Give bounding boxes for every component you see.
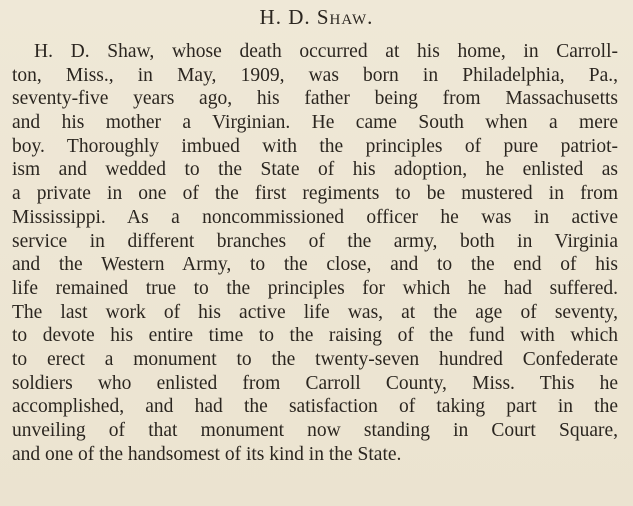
text-line: ton, Miss., in May, 1909, was born in Philadelphia, Pa., [12,64,618,86]
text-line: to erect a monument to the twenty-seven hundred Confederate [12,348,618,370]
text-line: accomplished, and had the satisfaction of taking part in the [12,396,618,418]
text-line: life remained true to the principles for which he had suffered. [12,277,618,299]
text-line: Mississippi. As a noncommissioned officer he was in active [12,206,618,228]
text-line: and one of the handsomest of its kind in the State. [12,443,402,465]
text-line: soldiers who enlisted from Carroll County, Miss. This he [12,372,618,394]
text-line: service in different branches of the army, both in Virginia [12,230,618,252]
text-line: and the Western Army, to the close, and to the end of his [12,254,618,276]
article-body [12,40,618,466]
text-line: a private in one of the first regiments to be mustered in from [12,183,618,205]
text-line: ism and wedded to the State of his adoption, he enlisted as [12,159,618,181]
article-title: H. D. Shaw. [259,5,374,29]
text-line: to devote his entire time to the raising of the fund with which [12,325,618,347]
text-line: and his mother a Virginian. He came South when a mere [12,112,618,134]
text-line: unveiling of that monument now standing in Court Square, [12,420,618,441]
text-line: seventy-five years ago, his father being from Massachusetts [12,88,618,110]
text-line: The last work of his active life was, at the age of seventy, [12,301,618,323]
text-line: boy. Thoroughly imbued with the principles of pure patriot- [12,135,618,157]
text-line: H. D. Shaw, whose death occurred at his home, in Carroll- [34,41,618,62]
